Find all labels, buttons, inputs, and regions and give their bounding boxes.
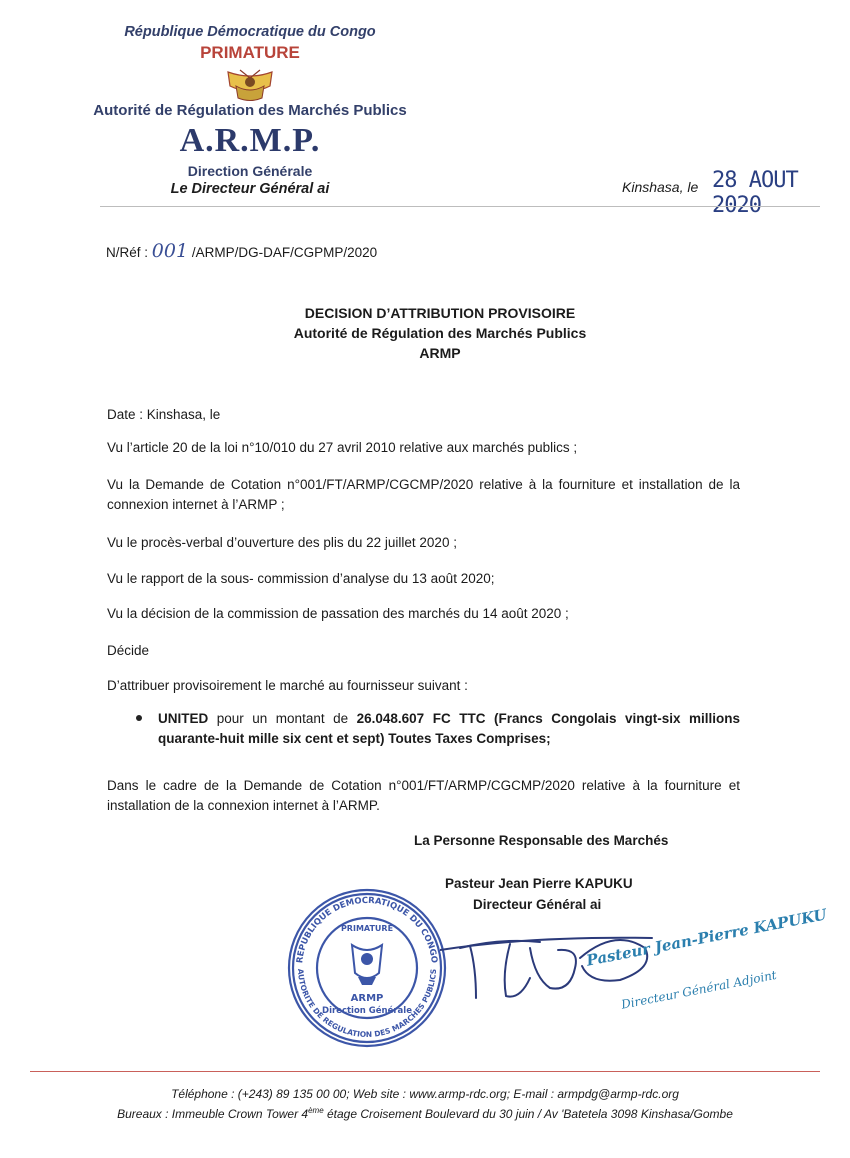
- director-label: Le Directeur Général ai: [170, 181, 330, 197]
- reference-number: 001: [151, 240, 189, 262]
- vu-article-20: Vu l’article 20 de la loi n°10/010 du 27 avril 2010 relative aux marchés publics ;: [107, 440, 578, 455]
- footer-address-sup: ème: [308, 1106, 324, 1115]
- date-line: Date : Kinshasa, le: [107, 407, 221, 422]
- date-stamp: 28 AOUT 2020: [712, 168, 798, 218]
- vu-rapport: Vu le rapport de la sous- commission d’analyse du 13 août 2020;: [107, 571, 495, 586]
- stamp-armp: ARMP: [350, 993, 384, 1004]
- decision-acronym: ARMP: [419, 345, 461, 361]
- stamp-direction: Direction Générale: [322, 1006, 412, 1016]
- handwritten-name: Pasteur Jean-Pierre KAPUKU: [585, 905, 829, 970]
- handwritten-signature: [440, 918, 660, 1008]
- republic-label: République Démocratique du Congo: [124, 24, 376, 40]
- responsible-person-label: La Personne Responsable des Marchés: [414, 833, 669, 848]
- armp-acronym: A.R.M.P.: [179, 122, 321, 159]
- footer-contact: Téléphone : (+243) 89 135 00 00; Web site : www.armp-rdc.org; E-mail : armpdg@armp-rdc.org: [171, 1087, 679, 1101]
- bullet-connector: pour un montant de: [208, 711, 357, 726]
- footer-rule: [30, 1071, 820, 1072]
- decide-label: Décide: [107, 643, 150, 658]
- reference-line: [106, 240, 377, 262]
- vu-proces-verbal: Vu le procès-verbal d’ouverture des plis du 22 juillet 2020 ;: [107, 535, 457, 550]
- footer-address-post: étage Croisement Boulevard du 30 juin / Av 'Batetela 3098 Kinshasa/Gombe: [323, 1107, 733, 1121]
- attribution-line: D’attribuer provisoirement le marché au fournisseur suivant :: [107, 678, 468, 693]
- supplier-name: UNITED: [158, 711, 209, 726]
- closing-paragraph: Dans le cadre de la Demande de Cotation n°001/FT/ARMP/CGCMP/2020 relative à la fourniture et installation de la connexion internet à l’ARMP.: [107, 778, 740, 813]
- stamp-outer-top: REPUBLIQUE DEMOCRATIQUE DU CONGO: [295, 895, 439, 964]
- signatory-name: Pasteur Jean Pierre KAPUKU: [445, 876, 633, 891]
- stamp-outer-bottom: AUTORITE DE REGULATION DES MARCHES PUBLICS: [295, 968, 439, 1040]
- emblem-icon: [222, 66, 278, 104]
- primature-label: PRIMATURE: [200, 43, 300, 62]
- stamp-leopard-icon: [352, 945, 382, 985]
- authority-label: Autorité de Régulation des Marchés Publics: [93, 102, 407, 119]
- vu-decision-commission: Vu la décision de la commission de passation des marchés du 14 août 2020 ;: [107, 606, 569, 621]
- contract-amount: 26.048.607 FC TTC (Francs Congolais vingt-six millions quarante-huit mille six cent et sept) Toutes Taxes Comprises;: [158, 711, 741, 746]
- footer-address: [60, 1106, 790, 1121]
- reference-suffix: /ARMP/DG-DAF/CGPMP/2020: [191, 245, 378, 260]
- place-label: Kinshasa, le: [622, 179, 699, 195]
- vu-demande-cotation: Vu la Demande de Cotation n°001/FT/ARMP/CGCMP/2020 relative à la fourniture et installation de la connexion internet à l’ARMP ;: [107, 477, 740, 512]
- decision-title: DECISION D’ATTRIBUTION PROVISOIRE: [304, 305, 576, 321]
- decision-subtitle: Autorité de Régulation des Marchés Publics: [293, 325, 587, 341]
- stamp-inner-top: PRIMATURE: [340, 924, 394, 933]
- reference-prefix: N/Réf :: [106, 245, 149, 260]
- official-stamp: [284, 885, 450, 1051]
- footer-address-pre: Bureaux : Immeuble Crown Tower 4: [117, 1107, 309, 1121]
- direction-label: Direction Générale: [187, 163, 313, 179]
- header-rule: [100, 206, 820, 207]
- bullet-marker: [136, 715, 142, 721]
- supplier-bullet: [158, 709, 740, 749]
- signatory-title: Directeur Général ai: [473, 897, 602, 912]
- handwritten-title: Directeur Général Adjoint: [620, 967, 778, 1012]
